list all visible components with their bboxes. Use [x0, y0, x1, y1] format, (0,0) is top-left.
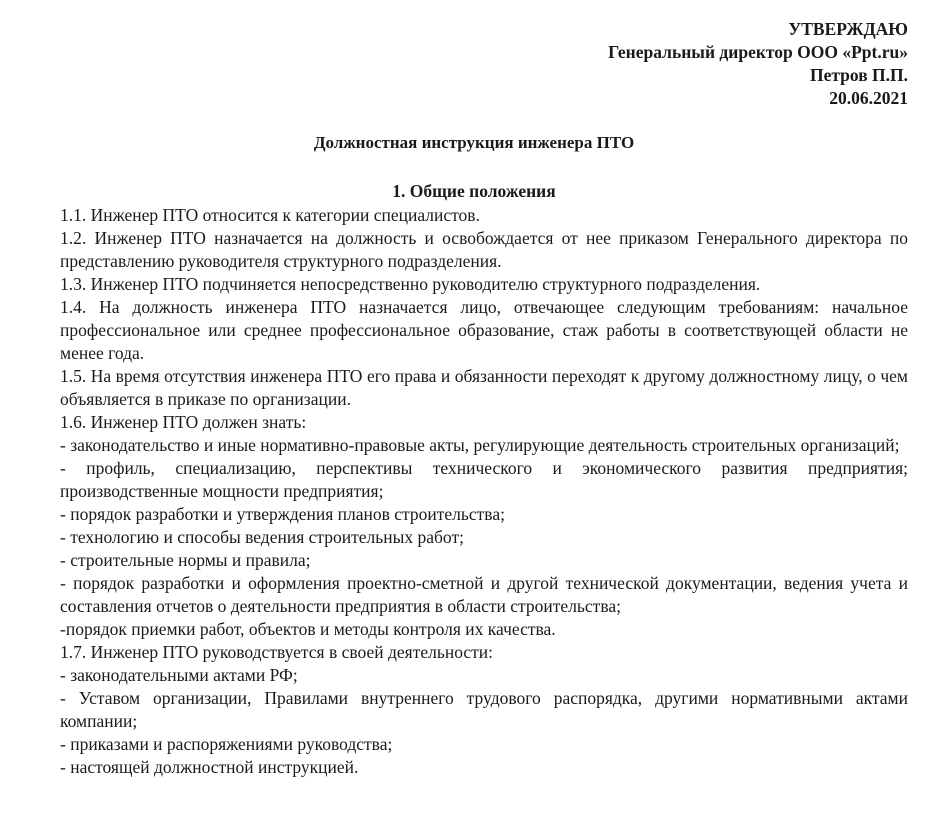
- approval-position: Генеральный директор ООО «Ppt.ru»: [608, 42, 908, 62]
- approval-block: [608, 18, 908, 110]
- list-item: - порядок разработки и утверждения планов строительства;: [60, 504, 505, 524]
- document-body: [60, 204, 908, 779]
- paragraph: 1.4. На должность инженера ПТО назначается лицо, отвечающее следующим требованиям: начальное профессиональное или среднее профессиональное образование, стаж работы в соответствующей области не менее года.: [60, 297, 908, 363]
- list-item: - профиль, специализацию, перспективы технического и экономического развития предприятия; производственные мощности предприятия;: [60, 458, 908, 501]
- paragraph: 1.3. Инженер ПТО подчиняется непосредственно руководителю структурного подразделения.: [60, 274, 761, 294]
- paragraph: 1.7. Инженер ПТО руководствуется в своей деятельности:: [60, 642, 494, 662]
- list-item: - Уставом организации, Правилами внутреннего трудового распорядка, другими нормативными актами компании;: [60, 688, 908, 731]
- paragraph: 1.5. На время отсутствия инженера ПТО его права и обязанности переходят к другому должностному лицу, о чем объявляется в приказе по организации.: [60, 366, 908, 409]
- list-item: - законодательство и иные нормативно-правовые акты, регулирующие деятельность строительных организаций;: [60, 435, 900, 455]
- list-item: - настоящей должностной инструкцией.: [60, 757, 359, 777]
- section-title: 1. Общие положения: [392, 181, 556, 201]
- paragraph: 1.2. Инженер ПТО назначается на должность и освобождается от нее приказом Генерального директора по представлению руководителя структурного подразделения.: [60, 228, 908, 271]
- list-item: - приказами и распоряжениями руководства;: [60, 734, 393, 754]
- list-item: - технологию и способы ведения строительных работ;: [60, 527, 464, 547]
- paragraph: 1.6. Инженер ПТО должен знать:: [60, 412, 307, 432]
- approval-date: 20.06.2021: [829, 88, 908, 108]
- list-item: - порядок разработки и оформления проектно-сметной и другой технической документации, ведения учета и составления отчетов о деятельности предприятия в области строительства;: [60, 573, 908, 616]
- document-title: Должностная инструкция инженера ПТО: [313, 133, 635, 152]
- approval-heading: УТВЕРЖДАЮ: [788, 19, 908, 39]
- list-item: - строительные нормы и правила;: [60, 550, 311, 570]
- approval-name: Петров П.П.: [809, 65, 908, 85]
- paragraph: 1.1. Инженер ПТО относится к категории специалистов.: [60, 205, 480, 225]
- list-item: - законодательными актами РФ;: [60, 665, 298, 685]
- list-item: -порядок приемки работ, объектов и методы контроля их качества.: [60, 619, 556, 639]
